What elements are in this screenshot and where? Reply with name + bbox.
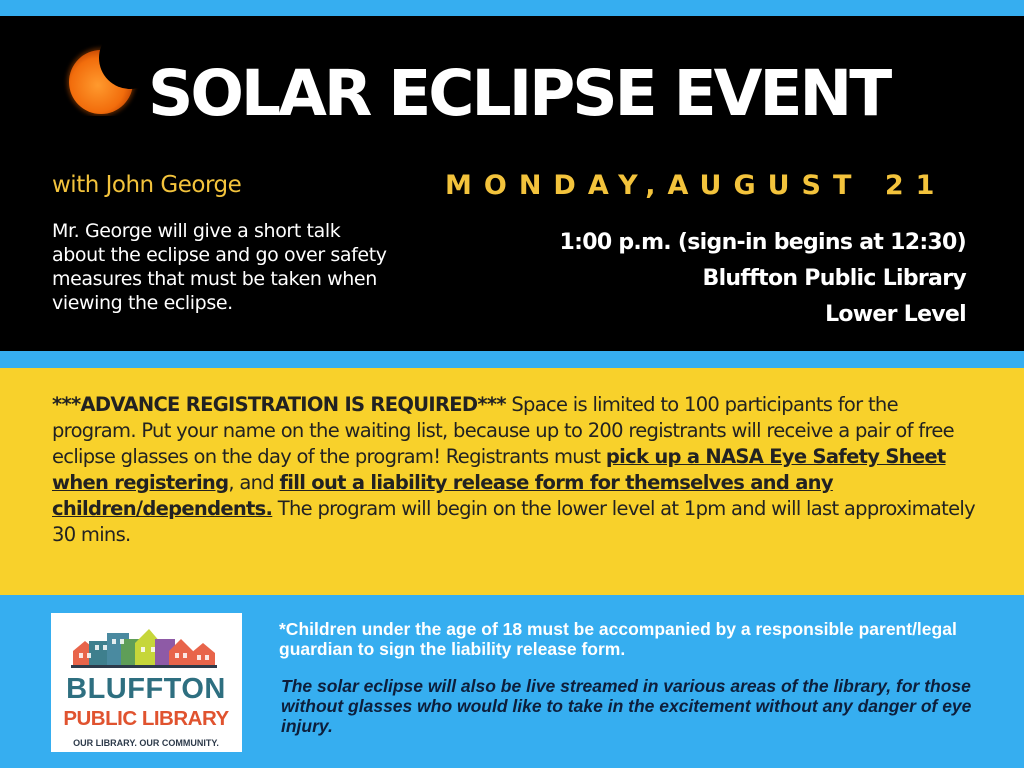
logo-tagline: OUR LIBRARY. OUR COMMUNITY. — [73, 738, 219, 748]
eclipse-sun-icon — [58, 26, 148, 116]
logo-line-2: PUBLIC LIBRARY — [63, 707, 229, 730]
registration-notice — [52, 392, 987, 548]
event-title: SOLAR ECLIPSE EVENT — [148, 57, 890, 130]
registration-text-3: The program will begin on the lower level at 1pm and will last approximately 30 mins. — [52, 497, 975, 546]
registration-emphasis-liability-form: fill out a liability release form for themselves and any children/dependents. — [52, 471, 833, 520]
children-note: *Children under the age of 18 must be accompanied by a responsible parent/legal guardian to sign the liability release form. — [279, 619, 957, 659]
presenter-line: with John George — [52, 172, 242, 198]
talk-description: Mr. George will give a short talk about the eclipse and go over safety measures that must be taken when viewing the eclipse. — [52, 220, 387, 314]
event-venue: Bluffton Public Library — [702, 266, 966, 291]
livestream-note: The solar eclipse will also be live streamed in various areas of the library, for those without glasses who would like to take in the excitement without any danger of eye injury. — [281, 676, 972, 736]
registration-heading: ***ADVANCE REGISTRATION IS REQUIRED*** — [52, 393, 506, 416]
event-time: 1:00 p.m. (sign-in begins at 12:30) — [559, 230, 966, 255]
registration-text-2: , and — [228, 471, 280, 494]
logo-line-1: BLUFFTON — [66, 673, 226, 705]
library-logo — [51, 613, 242, 752]
registration-emphasis-safety-sheet: pick up a NASA Eye Safety Sheet when registering — [52, 445, 946, 494]
middle-blue-strip — [0, 351, 1024, 368]
event-date: MONDAY,AUGUST 21 — [445, 170, 947, 201]
registration-text-1: Space is limited to 100 participants for the program. Put your name on the waiting list, because up to 200 registrants will receive a pair of free eclipse glasses on the day of the program! Registrants must — [52, 393, 954, 468]
library-buildings-graphic — [51, 613, 242, 752]
top-blue-strip — [0, 0, 1024, 16]
event-floor: Lower Level — [825, 302, 966, 327]
